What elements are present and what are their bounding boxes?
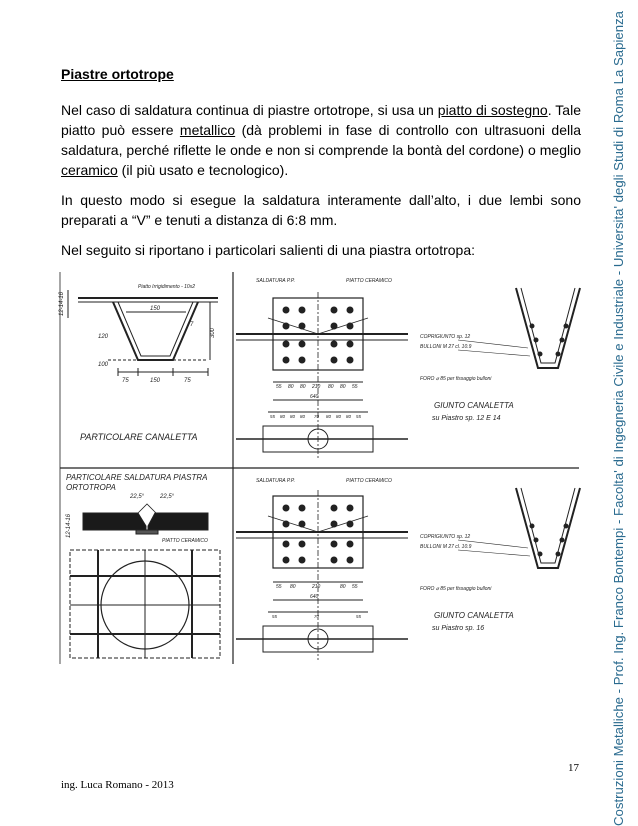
svg-text:640: 640 [310,394,319,400]
svg-text:COPRIGIUNTO sp. 12: COPRIGIUNTO sp. 12 [420,334,471,340]
svg-text:SALDATURA P.P.: SALDATURA P.P. [256,478,295,484]
svg-text:PIATTO CERAMICO: PIATTO CERAMICO [346,478,392,484]
svg-text:COPRIGIUNTO sp. 12: COPRIGIUNTO sp. 12 [420,534,471,540]
svg-text:12-14-16: 12-14-16 [66,513,72,538]
svg-text:80: 80 [340,384,346,390]
tl-top-label: Piatto Irrigidimento - 10x2 [138,284,195,290]
svg-text:PARTICOLARE SALDATURA PIASTRA: PARTICOLARE SALDATURA PIASTRA [66,473,208,482]
svg-text:22,5°: 22,5° [130,494,145,500]
channel-joint-top-drawing [420,288,580,422]
svg-text:80: 80 [300,414,306,419]
footer-author: ing. Luca Romano - 2013 [61,779,174,791]
svg-text:80: 80 [328,384,334,390]
svg-text:75: 75 [184,378,191,384]
svg-text:PIATTO CERAMICO: PIATTO CERAMICO [162,538,208,544]
channel-detail-drawing [59,284,218,442]
svg-text:FORO ⌀ 85 per fissaggio bullon: FORO ⌀ 85 per fissaggio bulloni [420,376,492,382]
svg-text:210: 210 [312,384,321,390]
svg-text:80: 80 [280,414,286,419]
svg-text:55: 55 [352,584,358,590]
svg-text:PIATTO CERAMICO: PIATTO CERAMICO [346,278,392,284]
link-ceramico: ceramico [61,162,118,178]
svg-text:70: 70 [314,414,320,419]
svg-text:55: 55 [276,584,282,590]
svg-text:55: 55 [352,384,358,390]
svg-text:BULLONI M 27 cl. 10.9: BULLONI M 27 cl. 10.9 [420,344,472,350]
svg-text:210: 210 [312,584,321,590]
tl-title: PARTICOLARE CANALETTA [80,432,198,442]
page-title: Piastre ortotrope [61,66,174,82]
page-number: 17 [568,762,579,774]
svg-text:80: 80 [340,584,346,590]
svg-text:150: 150 [150,306,161,312]
technical-drawing [58,268,581,666]
splice-plate-bottom-drawing [236,478,408,660]
svg-text:80: 80 [346,414,352,419]
side-running-header: Costruzioni Metalliche - Prof. Ing. Franco Bontempi - Facolta' di Ingegneria Civile e Industriale - Universita' degli Studi di Roma La Sapienza [611,11,626,826]
splice-plate-top-drawing [236,278,408,458]
svg-text:55: 55 [272,614,278,619]
paragraph-figure-intro: Nel seguito si riportano i particolari salienti di una piastra ortotropa: [61,242,475,258]
svg-text:150: 150 [150,378,161,384]
svg-text:80: 80 [290,414,296,419]
svg-text:22,5°: 22,5° [160,494,175,500]
paragraph-procedure: In questo modo si esegue la saldatura interamente dall’alto, i due lembi sono preparati a “V” e tenuti a distanza di 6:8 mm. [61,192,581,228]
svg-text:120: 120 [98,334,109,340]
svg-text:su Piastro sp. 16: su Piastro sp. 16 [432,625,485,632]
svg-text:GIUNTO CANALETTA: GIUNTO CANALETTA [434,401,514,410]
svg-text:640: 640 [310,594,319,600]
weld-detail-drawing [66,473,220,658]
svg-text:su Piastro sp. 12 E 14: su Piastro sp. 12 E 14 [432,415,501,422]
svg-text:7: 7 [190,322,194,328]
svg-text:55: 55 [356,414,362,419]
svg-text:80: 80 [288,384,294,390]
svg-text:SALDATURA P.P.: SALDATURA P.P. [256,278,295,284]
svg-text:80: 80 [336,414,342,419]
svg-text:80: 80 [326,414,332,419]
link-piatto-sostegno: piatto di sostegno [437,102,548,118]
svg-text:GIUNTO CANALETTA: GIUNTO CANALETTA [434,611,514,620]
paragraph-intro: Nel caso di saldatura continua di piastre ortotrope, si usa un piatto di sostegno. Tale piatto può essere metallico (dà problemi in fase di controllo con ultrasuoni della saldatura, perché riflette le onde e non si comprende la bontà del cordone) o meglio ceramico (il più usato e tecnologico). [61,102,581,178]
svg-text:ORTOTROPA: ORTOTROPA [66,483,116,492]
svg-text:70: 70 [314,614,320,619]
svg-text:55: 55 [270,414,276,419]
svg-text:BULLONI M 27 cl. 10.9: BULLONI M 27 cl. 10.9 [420,544,472,550]
svg-text:75: 75 [122,378,129,384]
svg-text:80: 80 [290,584,296,590]
svg-text:FORO ⌀ 85 per fissaggio bullon: FORO ⌀ 85 per fissaggio bulloni [420,586,492,592]
svg-text:55: 55 [276,384,282,390]
svg-text:80: 80 [300,384,306,390]
svg-text:12-14-16: 12-14-16 [59,291,65,316]
svg-text:100: 100 [98,362,109,368]
link-metallico: metallico [179,122,236,138]
svg-text:55: 55 [356,614,362,619]
svg-text:300: 300 [210,327,216,338]
channel-joint-bottom-drawing [420,488,580,632]
